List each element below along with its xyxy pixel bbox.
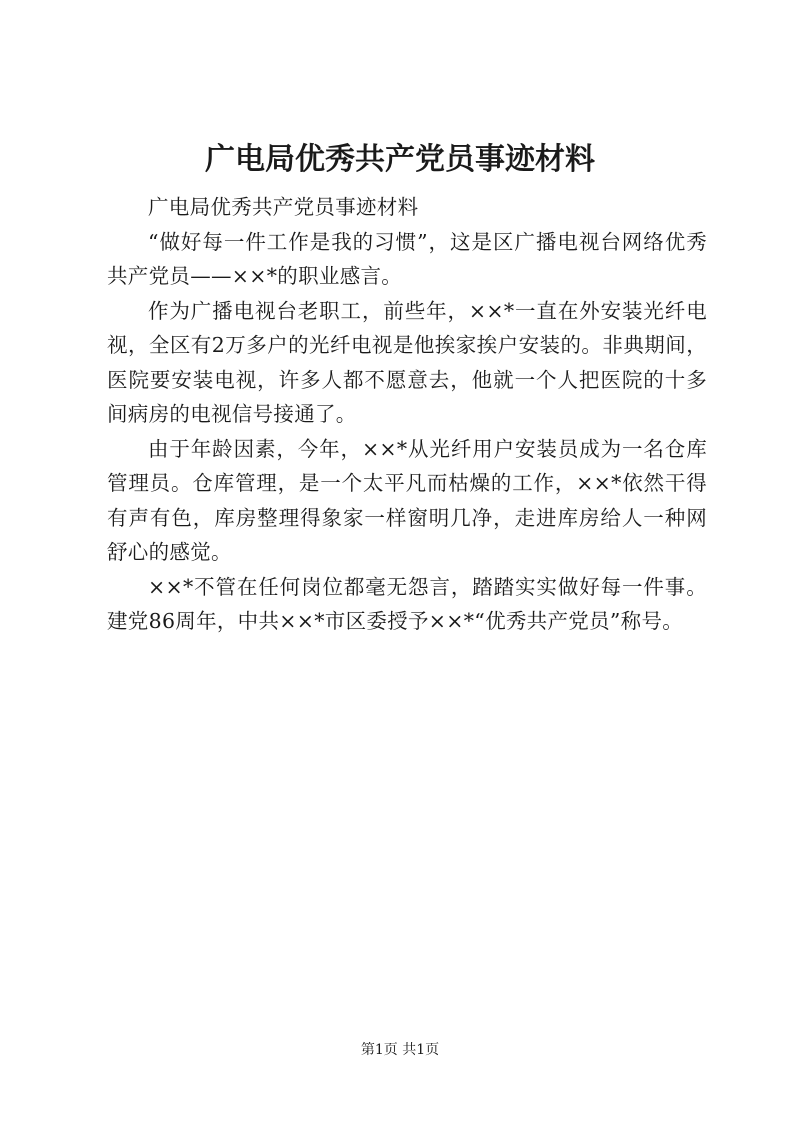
paragraph-2: 作为广播电视台老职工，前些年，××*一直在外安装光纤电视，全区有2万多户的光纤电视是他挨家挨户安装的。非典期间，医院要安装电视，许多人都不愿意去，他就一个人把医院的十多间病房的电视信号接通了。 [107,298,707,426]
paragraph-3: 由于年龄因素，今年，××*从光纤用户安装员成为一名仓库管理员。仓库管理，是一个太平凡而枯燥的工作，××*依然干得有声有色，库房整理得象家一样窗明几净，走进库房给人一种网舒心的感觉。 [107,436,707,564]
paragraph-subtitle: 广电局优秀共产党员事迹材料 [148,195,419,219]
document-body [107,190,707,639]
page-number-footer: 第1页 共1页 [360,1042,440,1058]
paragraph-1: “做好每一件工作是我的习惯”，这是区广播电视台网络优秀共产党员——××*的职业感言。 [107,229,707,288]
paragraph-4: ××*不管在任何岗位都毫无怨言，踏踏实实做好每一件事。建党86周年，中共××*市区委授予××*“优秀共产党员”称号。 [107,574,707,633]
document-title: 广电局优秀共产党员事迹材料 [205,142,595,177]
